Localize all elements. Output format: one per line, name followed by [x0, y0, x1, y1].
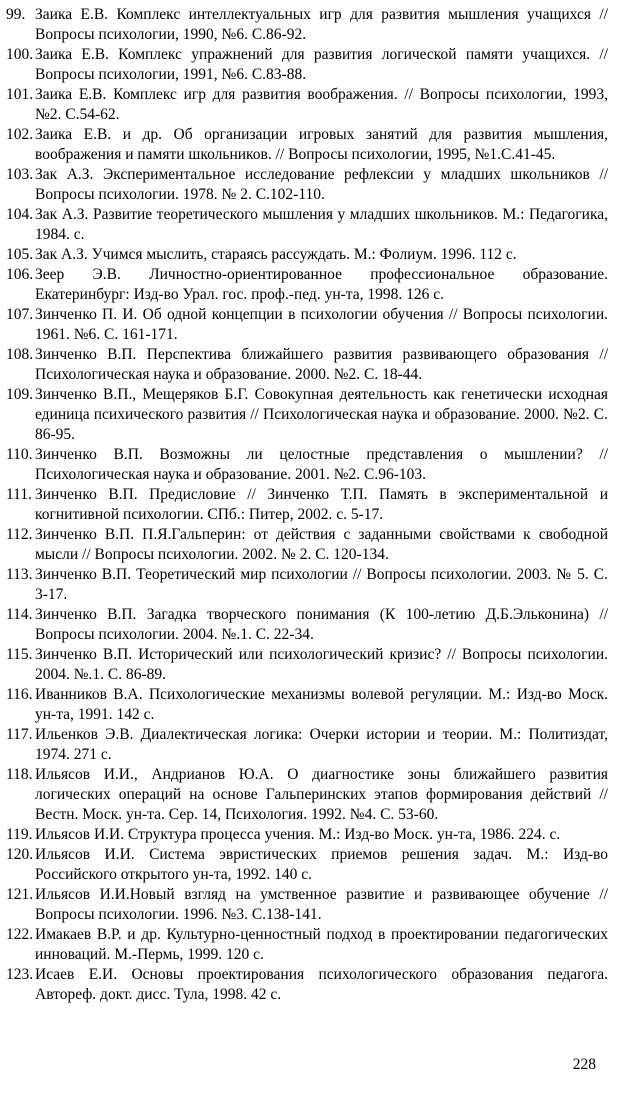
reference-item [6, 165, 608, 205]
reference-item [6, 265, 608, 305]
reference-number: 112. [6, 526, 33, 543]
reference-item [6, 725, 608, 765]
reference-text: Зинченко В.П. Предисловие // Зинченко Т.П. Память в экспериментальной и когнитивной психологии. СПб.: Питер, 2002. с. 5-17. [35, 486, 608, 523]
reference-text: Ильясов И.И. Система эвристических приемов решения задач. М.: Изд-во Российского открытого ун-та, 1992. 140 с. [35, 846, 608, 883]
reference-number: 122. [6, 926, 34, 943]
reference-number: 105. [6, 246, 34, 263]
reference-number: 117. [6, 726, 33, 743]
reference-item [6, 245, 608, 265]
reference-item [6, 45, 608, 85]
reference-number: 99. [6, 6, 26, 23]
reference-text: Зинченко П. И. Об одной концепции в психологии обучения // Вопросы психологии. 1961. №6. С. 161-171. [35, 306, 608, 343]
reference-item [6, 965, 608, 1005]
reference-item [6, 85, 608, 125]
reference-item [6, 445, 608, 485]
reference-item [6, 925, 608, 965]
reference-text: Исаев Е.И. Основы проектирования психологического образования педагога. Автореф. докт. дисс. Тула, 1998. 42 с. [35, 966, 608, 1003]
reference-item [6, 5, 608, 45]
reference-number: 119. [6, 826, 33, 843]
reference-text: Зеер Э.В. Личностно-ориентированное профессиональное образование. Екатеринбург: Изд-во Урал. гос. проф.-пед. ун-та, 1998. 126 с. [35, 266, 608, 303]
reference-text: Зак А.З. Экспериментальное исследование рефлексии у младших школьников // Вопросы психологии. 1978. № 2. С.102-110. [35, 166, 608, 203]
reference-number: 114. [6, 606, 33, 623]
reference-text: Зинченко В.П. П.Я.Гальперин: от действия с заданными свойствами к свободной мысли // Вопросы психологии. 2002. № 2. С. 120-134. [35, 526, 608, 563]
reference-text: Зак А.З. Развитие теоретического мышления у младших школьников. М.: Педагогика, 1984. с. [35, 206, 608, 243]
reference-item [6, 125, 608, 165]
reference-number: 101. [6, 86, 34, 103]
reference-number: 104. [6, 206, 34, 223]
reference-text: Заика Е.В. и др. Об организации игровых занятий для развития мышления, воображения и памяти школьников. // Вопросы психологии, 1995, №1.С.41-45. [35, 126, 608, 163]
reference-item [6, 205, 608, 245]
reference-item [6, 605, 608, 645]
reference-text: Зинченко В.П. Перспектива ближайшего развития развивающего образования // Психологическая наука и образование. 2000. №2. С. 18-44. [35, 346, 608, 383]
reference-number: 102. [6, 126, 34, 143]
reference-number: 111. [6, 486, 32, 503]
reference-number: 107. [6, 306, 34, 323]
reference-number: 109. [6, 386, 34, 403]
reference-number: 106. [6, 266, 34, 283]
reference-item [6, 385, 608, 445]
reference-text: Зинченко В.П. Исторический или психологический кризис? // Вопросы психологии. 2004. №.1. С. 86-89. [35, 646, 608, 683]
reference-number: 103. [6, 166, 34, 183]
reference-list [6, 5, 608, 1005]
page-number: 228 [572, 1056, 596, 1073]
reference-text: Ильясов И.И. Структура процесса учения. М.: Изд-во Моск. ун-та, 1986. 224. с. [35, 826, 561, 843]
reference-item [6, 305, 608, 345]
reference-item [6, 885, 608, 925]
reference-text: Иванников В.А. Психологические механизмы волевой регуляции. М.: Изд-во Моск. ун-та, 1991. 142 с. [35, 686, 608, 723]
reference-number: 115. [6, 646, 33, 663]
reference-number: 118. [6, 766, 33, 783]
reference-text: Заика Е.В. Комплекс интеллектуальных игр для развития мышления учащихся // Вопросы психологии, 1990, №6. С.86-92. [35, 6, 608, 43]
reference-number: 108. [6, 346, 34, 363]
reference-item [6, 565, 608, 605]
reference-text: Зинченко В.П. Возможны ли целостные представления о мышлении? // Психологическая наука и образование. 2001. №2. С.96-103. [35, 446, 608, 483]
reference-text: Ильенков Э.В. Диалектическая логика: Очерки истории и теории. М.: Политиздат, 1974. 271 с. [35, 726, 608, 763]
reference-number: 121. [6, 886, 34, 903]
reference-item [6, 765, 608, 825]
reference-number: 116. [6, 686, 33, 703]
reference-number: 113. [6, 566, 33, 583]
reference-number: 100. [6, 46, 34, 63]
reference-item [6, 645, 608, 685]
reference-text: Зак А.З. Учимся мыслить, стараясь рассуждать. М.: Фолиум. 1996. 112 с. [35, 246, 517, 263]
reference-text: Заика Е.В. Комплекс игр для развития воображения. // Вопросы психологии, 1993, №2. С.54-62. [35, 86, 608, 123]
reference-text: Ильясов И.И.Новый взгляд на умственное развитие и развивающее обучение // Вопросы психологии. 1996. №3. С.138-141. [35, 886, 608, 923]
reference-text: Имакаев В.Р. и др. Культурно-ценностный подход в проектировании педагогических инноваций. М.-Пермь, 1999. 120 с. [35, 926, 608, 963]
reference-text: Ильясов И.И., Андрианов Ю.А. О диагностике зоны ближайшего развития логических операций на основе Гальперинских этапов формирования действий // Вестн. Моск. ун-та. Сер. 14, Психология. 1992. №4. С. 53-60. [35, 766, 608, 823]
reference-item [6, 685, 608, 725]
reference-text: Зинченко В.П. Загадка творческого понимания (К 100-летию Д.Б.Эльконина) // Вопросы психологии. 2004. №.1. С. 22-34. [35, 606, 608, 643]
reference-number: 123. [6, 966, 34, 983]
reference-text: Зинченко В.П. Теоретический мир психологии // Вопросы психологии. 2003. № 5. С. 3-17. [35, 566, 608, 603]
reference-item [6, 485, 608, 525]
reference-item [6, 525, 608, 565]
reference-number: 110. [6, 446, 33, 463]
reference-number: 120. [6, 846, 34, 863]
reference-item [6, 345, 608, 385]
reference-item [6, 845, 608, 885]
reference-item [6, 825, 608, 845]
reference-text: Заика Е.В. Комплекс упражнений для развития логической памяти учащихся. // Вопросы психологии, 1991, №6. С.83-88. [35, 46, 608, 83]
reference-text: Зинченко В.П., Мещеряков Б.Г. Совокупная деятельность как генетически исходная единица психического развития // Психологическая наука и образование. 2000. №2. С. 86-95. [35, 386, 608, 443]
